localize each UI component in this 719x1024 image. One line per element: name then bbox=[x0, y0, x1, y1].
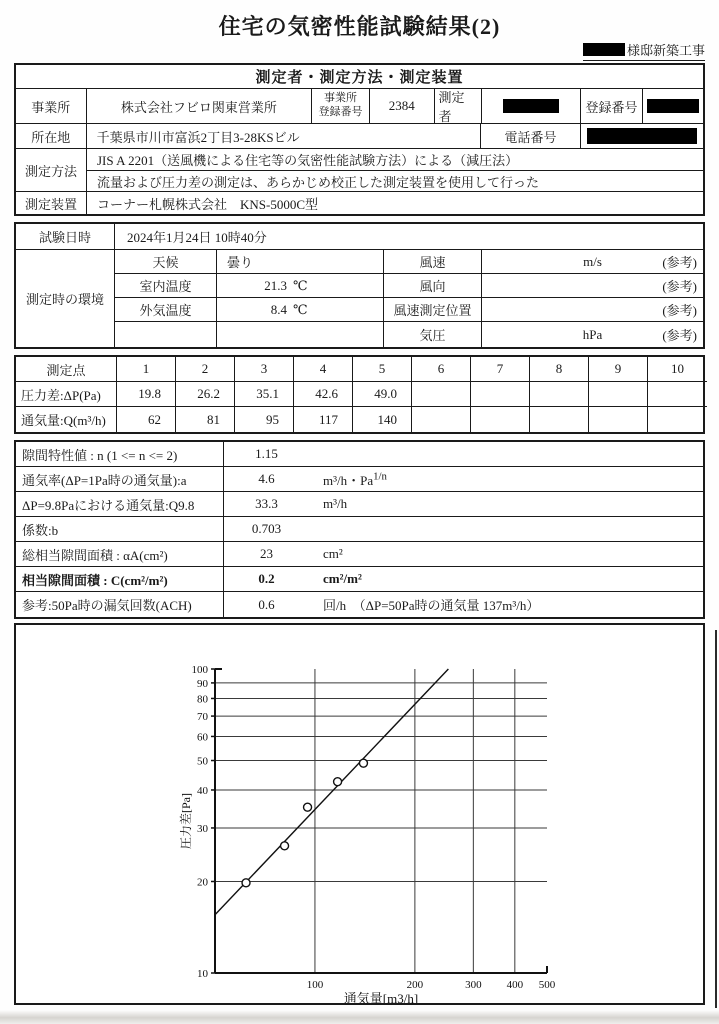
data-point bbox=[242, 879, 250, 887]
point-number: 1 bbox=[117, 357, 176, 382]
chart-frame bbox=[14, 623, 705, 1005]
point-number: 7 bbox=[471, 357, 530, 382]
result-label: 隙間特性値 : n (1 <= n <= 2) bbox=[16, 442, 224, 466]
result-label: 係数:b bbox=[16, 517, 224, 541]
result-value-cell bbox=[224, 517, 703, 541]
wind-direction-label: 風向 bbox=[384, 274, 482, 297]
result-label: 通気率(ΔP=1Pa時の通気量):a bbox=[16, 467, 224, 491]
data-point bbox=[304, 803, 312, 811]
x-tick-label: 300 bbox=[465, 979, 482, 991]
indoor-temp-label: 室内温度 bbox=[115, 274, 217, 297]
business-name: 株式会社フビロ関東営業所 bbox=[87, 89, 313, 123]
result-value: 0.2 bbox=[258, 571, 275, 586]
flow-value bbox=[589, 407, 648, 432]
env-row-weather bbox=[115, 250, 703, 274]
results-table bbox=[14, 440, 705, 619]
indoor-temp-value-cell bbox=[217, 274, 384, 297]
flow-value bbox=[471, 407, 530, 432]
env-row-pressure bbox=[115, 322, 703, 347]
x-tick-label: 500 bbox=[538, 979, 556, 991]
pressure-value bbox=[471, 382, 530, 407]
scan-artifact-right-edge bbox=[715, 630, 717, 1008]
point-number: 3 bbox=[235, 357, 294, 382]
environment-rows bbox=[16, 250, 703, 347]
outdoor-temp-unit: ℃ bbox=[293, 301, 308, 317]
reference-tag: (参考) bbox=[662, 303, 697, 318]
operator-method-device-table bbox=[14, 63, 705, 216]
result-row bbox=[16, 517, 703, 542]
pressure-flow-chart bbox=[16, 625, 703, 1003]
measurer-value-cell bbox=[482, 89, 580, 123]
address-row bbox=[16, 124, 703, 149]
x-tick-label: 200 bbox=[406, 979, 424, 991]
result-unit: cm²/m² bbox=[323, 571, 362, 586]
method-label: 測定方法 bbox=[16, 149, 87, 191]
business-reg-no: 2384 bbox=[370, 89, 435, 123]
y-tick-label: 10 bbox=[197, 968, 208, 980]
method-row bbox=[16, 149, 703, 192]
device-value: コーナー札幌株式会社 KNS-5000C型 bbox=[97, 196, 319, 212]
flow-value bbox=[412, 407, 471, 432]
y-tick-label: 90 bbox=[197, 677, 208, 690]
y-tick-label: 80 bbox=[197, 693, 208, 706]
env-row-indoor-temp bbox=[115, 274, 703, 298]
pressure-value: 35.1 bbox=[235, 382, 294, 407]
y-tick-label: 20 bbox=[197, 876, 208, 889]
measurer-label: 測定者 bbox=[435, 89, 483, 123]
regression-line bbox=[215, 669, 448, 915]
x-axis-label: 通気量[m3/h] bbox=[343, 991, 419, 1003]
environment-label: 測定時の環境 bbox=[16, 250, 115, 347]
datetime-row bbox=[16, 224, 703, 250]
result-value-cell bbox=[224, 442, 703, 466]
pressure-value: 19.8 bbox=[117, 382, 176, 407]
wind-speed-value-cell bbox=[482, 250, 703, 273]
x-tick-label: 400 bbox=[506, 979, 524, 991]
method-line-2: 流量および圧力差の測定は、あらかじめ校正した測定装置を使用して行った bbox=[97, 175, 540, 190]
data-point bbox=[334, 778, 342, 786]
flow-value: 140 bbox=[353, 407, 412, 432]
page-title: 住宅の気密性能試験結果(2) bbox=[218, 14, 501, 39]
result-row bbox=[16, 542, 703, 567]
flow-value: 95 bbox=[235, 407, 294, 432]
pressure-value: 49.0 bbox=[353, 382, 412, 407]
point-number: 10 bbox=[648, 357, 707, 382]
point-number: 2 bbox=[176, 357, 235, 382]
air-pressure-unit: hPa bbox=[582, 326, 603, 342]
blank-label-cell bbox=[115, 322, 217, 347]
result-value: 1.15 bbox=[255, 446, 278, 461]
env-row-outdoor-temp bbox=[115, 298, 703, 322]
outdoor-temp-value: 8.4 bbox=[270, 301, 287, 317]
phone-value-cell bbox=[581, 124, 703, 148]
weather-value: 曇り bbox=[217, 250, 384, 273]
indoor-temp-value: 21.3 bbox=[264, 277, 287, 293]
device-row bbox=[16, 192, 703, 214]
business-row bbox=[16, 89, 703, 124]
result-value: 0.703 bbox=[251, 521, 282, 536]
flow-value: 62 bbox=[117, 407, 176, 432]
flow-value: 117 bbox=[294, 407, 353, 432]
reference-tag: (参考) bbox=[662, 328, 697, 343]
project-label: 様邸新築工事 bbox=[626, 43, 705, 58]
redacted-reg-no bbox=[647, 99, 699, 113]
pressure-value bbox=[412, 382, 471, 407]
point-number: 8 bbox=[530, 357, 589, 382]
flow-value bbox=[648, 407, 707, 432]
result-value-cell bbox=[224, 592, 703, 617]
wind-direction-value-cell bbox=[482, 274, 703, 297]
result-label: ΔP=9.8Paにおける通気量:Q9.8 bbox=[16, 492, 224, 516]
point-number: 5 bbox=[353, 357, 412, 382]
result-row bbox=[16, 567, 703, 592]
flow-value: 81 bbox=[176, 407, 235, 432]
wind-measure-position-value-cell bbox=[482, 298, 703, 321]
device-label: 測定装置 bbox=[16, 192, 87, 214]
indoor-temp-unit: ℃ bbox=[293, 277, 308, 293]
result-label: 総相当隙間面積 : αA(cm²) bbox=[16, 542, 224, 566]
result-value: 23 bbox=[260, 546, 273, 561]
measurement-points-table bbox=[14, 355, 705, 434]
point-number: 6 bbox=[412, 357, 471, 382]
y-tick-label: 30 bbox=[197, 822, 208, 835]
business-label: 事業所 bbox=[16, 89, 87, 123]
redacted-phone-number bbox=[587, 128, 697, 144]
result-unit: 回/h （ΔP=50Pa時の通気量 137m³/h） bbox=[323, 598, 540, 613]
reference-tag: (参考) bbox=[662, 279, 697, 294]
result-unit: m³/h bbox=[323, 496, 348, 511]
result-unit: m³/h・$Pa^{1/n}$ bbox=[323, 470, 387, 488]
result-value-cell bbox=[224, 542, 703, 566]
pressure-value: 26.2 bbox=[176, 382, 235, 407]
reg-no-label: 登録番号 bbox=[581, 89, 644, 123]
result-value-cell bbox=[224, 467, 703, 491]
table1-header: 測定者・測定方法・測定装置 bbox=[16, 65, 703, 89]
x-tick-label: 100 bbox=[306, 979, 324, 991]
address-value: 千葉県市川市富浜2丁目3-28KSビル bbox=[87, 124, 482, 148]
y-tick-label: 70 bbox=[197, 711, 208, 724]
pressure-value bbox=[530, 382, 589, 407]
result-unit: cm² bbox=[323, 546, 343, 561]
wind-speed-label: 風速 bbox=[384, 250, 482, 273]
project-name-line bbox=[583, 40, 705, 61]
result-value: 33.3 bbox=[255, 496, 278, 511]
scan-artifact-bottom-edge bbox=[0, 1010, 719, 1024]
result-row bbox=[16, 442, 703, 467]
result-row bbox=[16, 592, 703, 617]
weather-label: 天候 bbox=[115, 250, 217, 273]
y-tick-label: 40 bbox=[197, 784, 208, 797]
flow-value bbox=[530, 407, 589, 432]
wind-measure-position-label: 風速測定位置 bbox=[384, 298, 482, 321]
result-value: 0.6 bbox=[258, 596, 275, 612]
flow-row-label: 通気量:Q(m³/h) bbox=[16, 407, 117, 432]
result-row bbox=[16, 492, 703, 517]
point-number: 4 bbox=[294, 357, 353, 382]
points-header-label: 測定点 bbox=[16, 357, 117, 382]
reg-no-value-cell bbox=[643, 89, 703, 123]
result-value-cell bbox=[224, 567, 703, 591]
pressure-row-label: 圧力差:ΔP(Pa) bbox=[16, 382, 117, 407]
data-point bbox=[281, 842, 289, 850]
result-row bbox=[16, 467, 703, 492]
y-tick-label: 50 bbox=[197, 755, 208, 768]
address-label: 所在地 bbox=[16, 124, 87, 148]
point-number: 9 bbox=[589, 357, 648, 382]
redacted-owner-name bbox=[583, 43, 625, 56]
air-pressure-value-cell bbox=[482, 322, 703, 347]
redacted-measurer-name bbox=[503, 99, 559, 113]
environment-table bbox=[14, 222, 705, 349]
air-pressure-label: 気圧 bbox=[384, 322, 482, 347]
pressure-value bbox=[648, 382, 707, 407]
pressure-value bbox=[589, 382, 648, 407]
outdoor-temp-value-cell bbox=[217, 298, 384, 321]
y-tick-label: 60 bbox=[197, 731, 208, 744]
datetime-label: 試験日時 bbox=[16, 224, 115, 249]
reference-tag: (参考) bbox=[662, 255, 697, 270]
method-lines bbox=[87, 149, 703, 191]
blank-value-cell bbox=[217, 322, 384, 347]
result-value: 4.6 bbox=[258, 471, 275, 486]
result-value-cell bbox=[224, 492, 703, 516]
result-label: 参考:50Pa時の漏気回数(ACH) bbox=[16, 592, 224, 617]
y-axis-label: 圧力差[Pa] bbox=[179, 793, 193, 849]
result-label: 相当隙間面積 : C(cm²/m²) bbox=[16, 567, 224, 591]
business-reg-label: 事業所 登録番号 bbox=[312, 89, 370, 123]
phone-label: 電話番号 bbox=[481, 124, 580, 148]
method-line-1: JIS A 2201（送風機による住宅等の気密性能試験方法）による（減圧法） bbox=[87, 149, 703, 171]
outdoor-temp-label: 外気温度 bbox=[115, 298, 217, 321]
datetime-value: 2024年1月24日 10時40分 bbox=[127, 230, 267, 245]
data-point bbox=[359, 759, 367, 767]
pressure-value: 42.6 bbox=[294, 382, 353, 407]
y-tick-label: 100 bbox=[191, 664, 208, 676]
wind-speed-unit: m/s bbox=[583, 253, 602, 269]
